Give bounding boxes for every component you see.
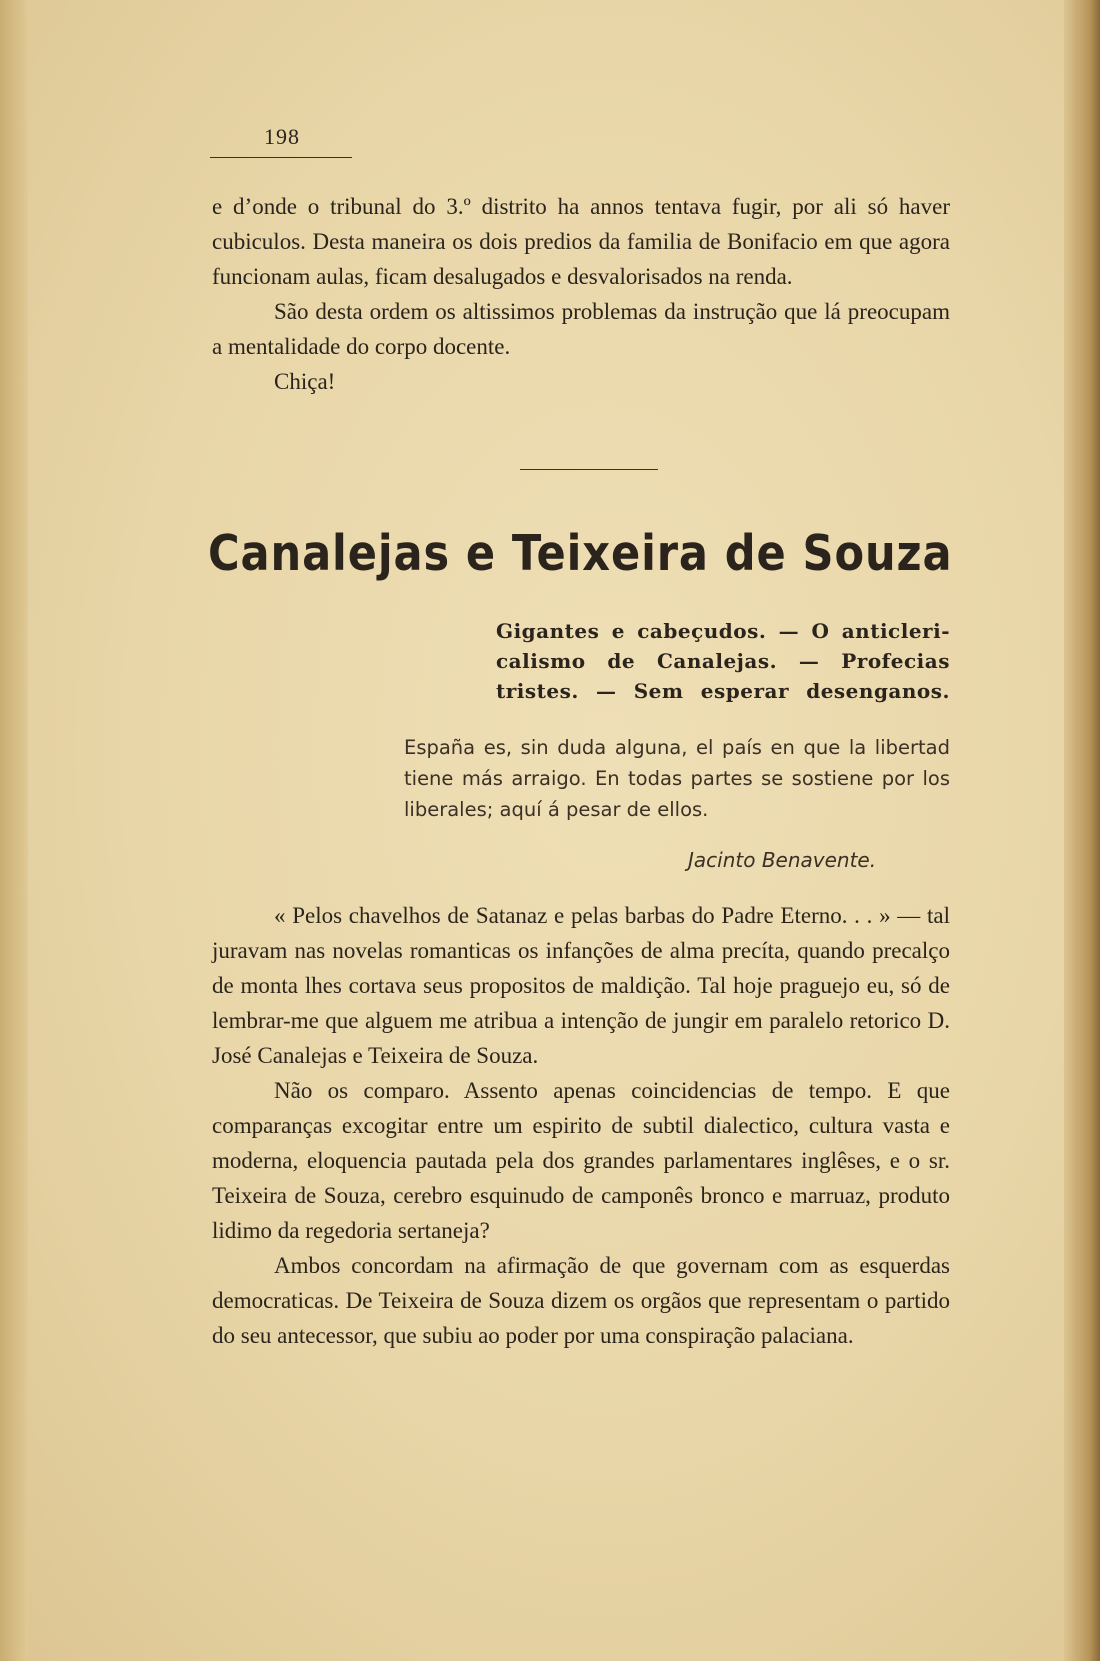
intro-paragraph-2: São desta ordem os altissimos problemas da instrução que lá preocupam a mentalidade do corpo docente. [212,299,950,359]
page-left-edge [0,0,28,1661]
intro-text [212,189,950,399]
article-paragraph-3: Ambos concordam na afirmação de que governam com as esquerdas democraticas. De Teixeira de Souza dizem os orgãos que representam o partido do seu antecessor, que subiu ao poder por uma conspiração palaciana. [212,1253,950,1348]
epigraph-text: España es, sin duda alguna, el país en que la libertad tiene más arraigo. En todas partes se sostiene por los liberales; aquí á pesar de ellos. [404,736,950,821]
page-right-edge [1064,0,1100,1661]
article-body [212,898,950,1353]
intro-paragraph-1: e d’onde o tribunal do 3.º distrito ha annos tentava fugir, por ali só haver cubiculos. Desta maneira os dois predios da familia de Bonifacio em que agora funcionam aulas, ficam desalugados e desvalorisados na renda. [212,194,950,289]
article-paragraph-1: « Pelos chavelhos de Satanaz e pelas barbas do Padre Eterno. . . » — tal juravam nas novelas romanticas os infanções de alma precíta, quando precalço de monta lhes cortava seus propositos de maldição. Tal hoje praguejo eu, só de lembrar-me que alguem me atribua a intenção de jungir em paralelo retorico D. José Canalejas e Teixeira de Souza. [212,903,950,1068]
article-paragraph-2: Não os comparo. Assento apenas coincidencias de tempo. E que comparanças excogitar entre um espirito de subtil dialectico, cultura vasta e moderna, eloquencia pautada pela dos grandes parlamentares inglêses, e o sr. Teixeira de Souza, cerebro esquinudo de camponês bronco e marruaz, produto lidimo da regedoria sertaneja? [212,1078,950,1243]
subtitle-line-1: Gigantes e cabeçudos. — O anticleri- [496,619,950,643]
intro-paragraph-3: Chiça! [274,369,336,394]
article-title: Canalejas e Teixeira de Souza [208,525,953,582]
epigraph-author: Jacinto Benavente. [688,848,877,872]
page-number: 198 [264,124,300,149]
header-rule [210,157,352,158]
subtitle-line-3: tristes. — Sem esperar desenganos. [496,679,950,703]
article-subtitle [496,616,950,706]
section-separator [520,469,658,470]
subtitle-line-2: calismo de Canalejas. — Profecias [496,649,950,673]
